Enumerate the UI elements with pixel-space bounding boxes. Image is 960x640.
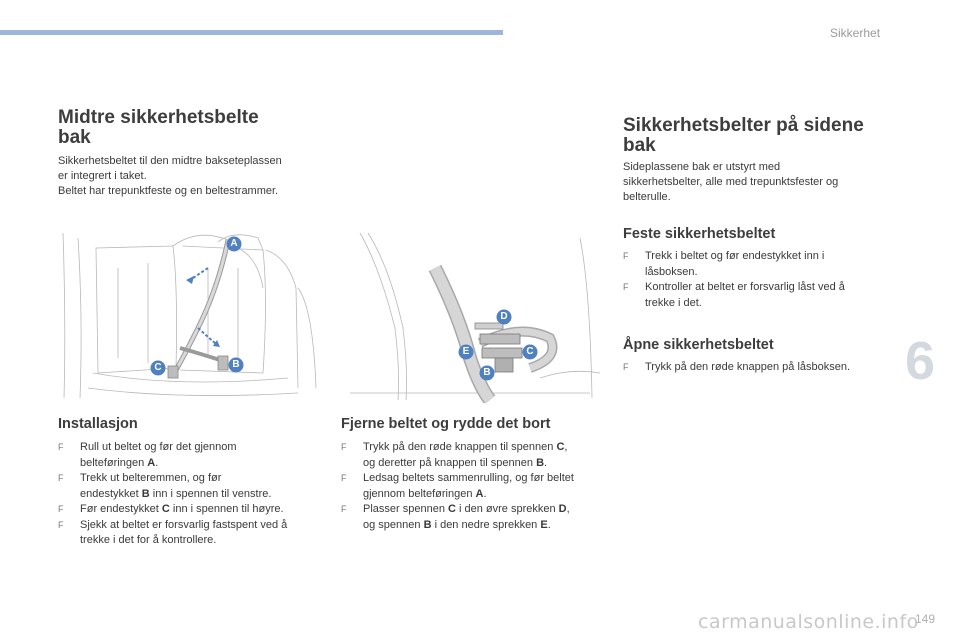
right-title-line2: bak — [623, 135, 656, 156]
list-item: F Sjekk at beltet er forsvarlig fastspent ved å trekke i det for å kontrollere. — [58, 518, 288, 546]
left-intro-line: er integrert i taket. — [58, 170, 147, 182]
callout-e-label: E — [462, 346, 470, 357]
left-intro — [58, 154, 282, 199]
callout-c2-label: C — [526, 346, 534, 357]
list-item: F Rull ut beltet og før det gjennom belteføringen A. — [58, 441, 237, 469]
fasten-list — [623, 249, 893, 311]
callout-a-label: A — [230, 238, 238, 249]
install-list — [58, 440, 328, 549]
remove-list — [341, 440, 611, 533]
chapter-number: 6 — [905, 331, 936, 391]
list-item: F Plasser spennen C i den øvre sprekken D, og spennen B i den nedre sprekken E. — [341, 503, 570, 531]
left-title — [58, 108, 259, 148]
right-intro-line: Sideplassene bak er utstyrt med — [623, 161, 781, 173]
fasten-heading: Feste sikkerhetsbeltet — [623, 226, 776, 242]
left-title-line2: bak — [58, 127, 91, 148]
callout-b-label: B — [232, 359, 240, 370]
belt-stowage-illustration — [340, 228, 602, 403]
bullet-icon: F — [58, 442, 64, 452]
bullet-icon: F — [623, 251, 629, 261]
open-list — [623, 360, 893, 376]
bullet-icon: F — [341, 504, 347, 514]
header-accent-bar — [0, 30, 503, 35]
right-title-line1: Sikkerhetsbelter på sidene — [623, 115, 864, 136]
callout-d-label: D — [500, 311, 508, 322]
bullet-icon: F — [58, 519, 64, 530]
list-item: F Ledsag beltets sammenrulling, og før beltet gjennom belteføringen A. — [341, 472, 574, 500]
list-item: F Trykk på den røde knappen til spennen C, og deretter på knappen til spennen B. — [341, 441, 568, 469]
rear-seat-belt-illustration — [58, 228, 320, 403]
install-heading: Installasjon — [58, 416, 138, 432]
list-item: F Kontroller at beltet er forsvarlig låst ved å trekke i det. — [623, 281, 845, 309]
left-intro-line: Beltet har trepunktfeste og en beltestrammer. — [58, 185, 279, 197]
bullet-icon: F — [58, 504, 64, 514]
section-name: Sikkerhet — [830, 26, 881, 40]
bullet-icon: F — [623, 362, 629, 372]
callout-c-label: C — [154, 362, 162, 373]
bullet-icon: F — [341, 442, 347, 452]
left-title-line1: Midtre sikkerhetsbelte — [58, 107, 259, 128]
list-item: F Trekk ut belteremmen, og før endestykket B inn i spennen til venstre. — [58, 472, 272, 500]
right-intro — [623, 160, 838, 205]
right-intro-line: sikkerhetsbelter, alle med trepunktsfester og — [623, 176, 839, 188]
list-item: F Trykk på den røde knappen på låsboksen. — [623, 360, 893, 376]
bullet-icon: F — [623, 282, 629, 292]
open-heading: Åpne sikkerhetsbeltet — [623, 337, 774, 353]
watermark: carmanualsonline.info — [698, 611, 919, 633]
remove-heading: Fjerne beltet og rydde det bort — [341, 416, 551, 432]
page-number: 149 — [915, 612, 936, 626]
left-intro-line: Sikkerhetsbeltet til den midtre bakseteplassen — [58, 155, 282, 167]
callout-b2-label: B — [483, 367, 491, 378]
bullet-icon: F — [341, 473, 347, 483]
right-title — [623, 116, 864, 156]
list-item: F Trekk i beltet og før endestykket inn i låsboksen. — [623, 250, 825, 278]
list-item: F Før endestykket C inn i spennen til høyre. — [58, 502, 328, 518]
bullet-icon: F — [58, 473, 64, 483]
right-intro-line: belterulle. — [623, 191, 671, 203]
